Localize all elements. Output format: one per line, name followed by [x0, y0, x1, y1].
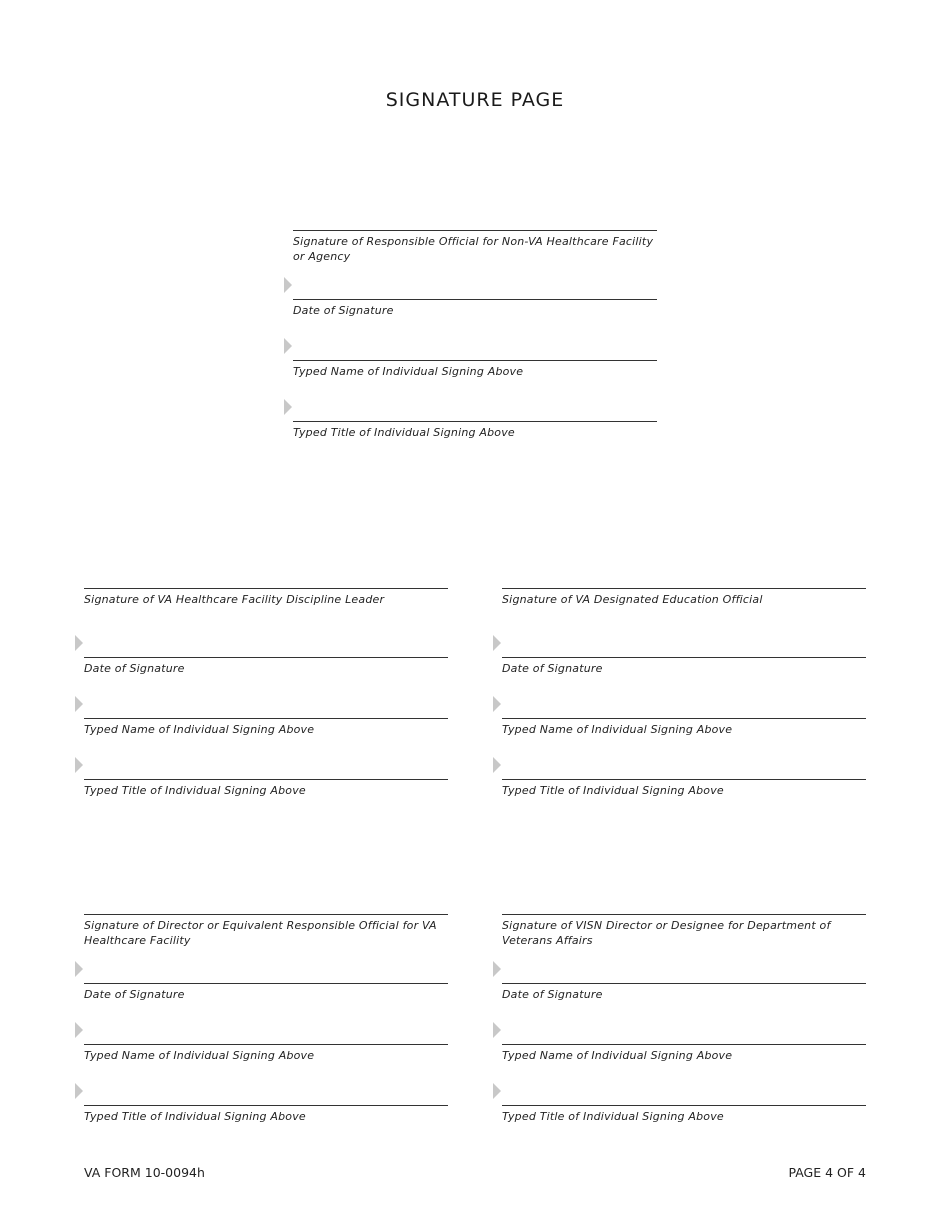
name-label: Typed Name of Individual Signing Above — [293, 365, 524, 378]
name-input[interactable] — [502, 1019, 866, 1041]
name-field[interactable] — [84, 1017, 448, 1045]
field-pointer-icon — [493, 757, 501, 773]
field-pointer-icon — [493, 635, 501, 651]
name-input[interactable] — [293, 335, 657, 357]
title-field[interactable] — [84, 1078, 448, 1106]
date-input[interactable] — [293, 274, 657, 296]
title-input[interactable] — [502, 1080, 866, 1102]
title-field[interactable] — [502, 752, 866, 780]
page-title: SIGNATURE PAGE — [385, 89, 565, 111]
field-pointer-icon — [493, 1083, 501, 1099]
date-input[interactable] — [502, 632, 866, 654]
date-field[interactable] — [84, 630, 448, 658]
name-input[interactable] — [502, 693, 866, 715]
date-label: Date of Signature — [502, 662, 603, 675]
date-input[interactable] — [84, 632, 448, 654]
name-label: Typed Name of Individual Signing Above — [502, 1049, 733, 1062]
page-number: PAGE 4 OF 4 — [788, 1165, 866, 1180]
field-pointer-icon — [75, 696, 83, 712]
signature-block-discipline-leader — [84, 588, 448, 798]
signature-block-facility-director — [84, 914, 448, 1124]
title-input[interactable] — [84, 1080, 448, 1102]
field-pointer-icon — [493, 696, 501, 712]
signature-block-education-official — [502, 588, 866, 798]
name-field[interactable] — [293, 333, 657, 361]
name-input[interactable] — [84, 1019, 448, 1041]
field-pointer-icon — [75, 961, 83, 977]
date-field[interactable] — [502, 956, 866, 984]
title-label: Typed Title of Individual Signing Above — [84, 1110, 306, 1123]
date-label: Date of Signature — [502, 988, 603, 1001]
signature-label: Signature of Director or Equivalent Responsible Official for VA Healthcare Facility — [84, 919, 437, 947]
signature-label: Signature of VA Healthcare Facility Discipline Leader — [84, 593, 385, 606]
title-input[interactable] — [84, 754, 448, 776]
signature-label: Signature of VISN Director or Designee for Department of Veterans Affairs — [502, 919, 831, 947]
title-label: Typed Title of Individual Signing Above — [502, 784, 724, 797]
field-pointer-icon — [284, 399, 292, 415]
date-field[interactable] — [502, 630, 866, 658]
field-pointer-icon — [75, 1022, 83, 1038]
field-pointer-icon — [284, 338, 292, 354]
field-pointer-icon — [75, 1083, 83, 1099]
field-pointer-icon — [284, 277, 292, 293]
title-field[interactable] — [84, 752, 448, 780]
name-field[interactable] — [84, 691, 448, 719]
title-label: Typed Title of Individual Signing Above — [84, 784, 306, 797]
name-label: Typed Name of Individual Signing Above — [502, 723, 733, 736]
field-pointer-icon — [493, 1022, 501, 1038]
field-pointer-icon — [493, 961, 501, 977]
form-id: VA FORM 10-0094h — [84, 1165, 205, 1180]
signature-label: Signature of VA Designated Education Official — [502, 593, 763, 606]
signature-block-visn-director — [502, 914, 866, 1124]
name-label: Typed Name of Individual Signing Above — [84, 723, 315, 736]
title-input[interactable] — [502, 754, 866, 776]
name-field[interactable] — [502, 691, 866, 719]
title-field[interactable] — [293, 394, 657, 422]
date-input[interactable] — [502, 958, 866, 980]
name-field[interactable] — [502, 1017, 866, 1045]
field-pointer-icon — [75, 635, 83, 651]
title-label: Typed Title of Individual Signing Above — [502, 1110, 724, 1123]
title-field[interactable] — [502, 1078, 866, 1106]
date-field[interactable] — [293, 272, 657, 300]
signature-block-non-va-official — [293, 230, 657, 440]
date-input[interactable] — [84, 958, 448, 980]
signature-label: Signature of Responsible Official for Non-VA Healthcare Facility or Agency — [293, 235, 654, 263]
title-input[interactable] — [293, 396, 657, 418]
title-label: Typed Title of Individual Signing Above — [293, 426, 515, 439]
date-label: Date of Signature — [84, 988, 185, 1001]
name-label: Typed Name of Individual Signing Above — [84, 1049, 315, 1062]
field-pointer-icon — [75, 757, 83, 773]
date-field[interactable] — [84, 956, 448, 984]
name-input[interactable] — [84, 693, 448, 715]
date-label: Date of Signature — [84, 662, 185, 675]
date-label: Date of Signature — [293, 304, 394, 317]
